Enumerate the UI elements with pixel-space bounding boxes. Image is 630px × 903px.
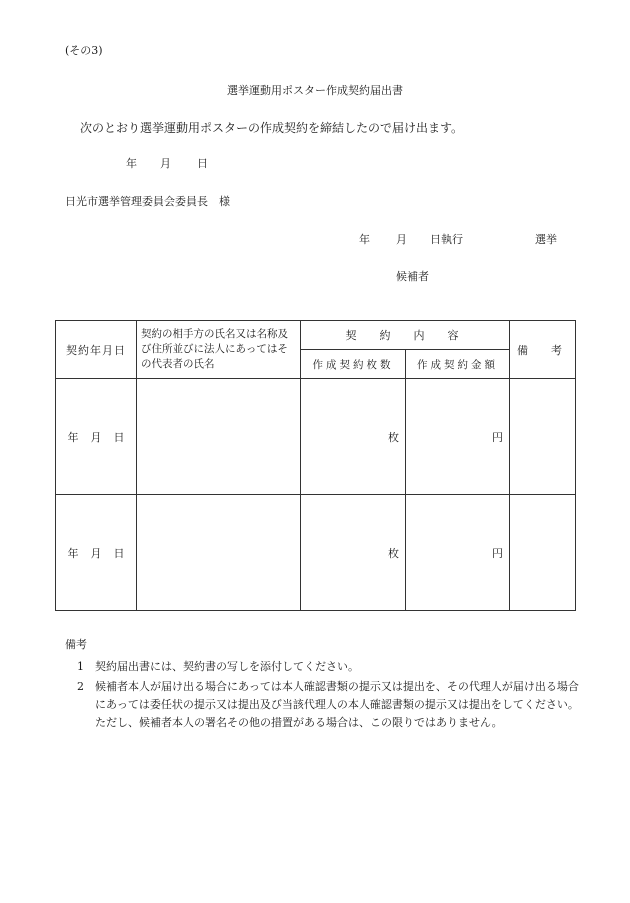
contract-date-cell[interactable]	[56, 495, 137, 611]
header-contract-content: 契 約 内 容	[301, 321, 510, 350]
header-contract-date: 契約年月日	[56, 321, 137, 379]
contract-count-cell[interactable]	[301, 379, 406, 495]
remarks-cell[interactable]	[510, 495, 576, 611]
candidate-label: 候補者	[396, 270, 429, 283]
table-row	[56, 379, 576, 495]
election-month: 月	[396, 233, 407, 246]
contract-date-cell[interactable]	[56, 379, 137, 495]
header-contract-party: 契約の相手方の氏名又は名称及び住所並びに法人にあってはその代表者の氏名	[137, 321, 301, 379]
note-text: 契約届出書には、契約書の写しを添付してください。	[95, 660, 359, 673]
row-year: 年	[67, 546, 79, 560]
note-text: 候補者本人が届け出る場合にあっては本人確認書類の提示又は提出を、その代理人が届け出る場合にあっては委任状の提示又は提出及び当該代理人の本人確認書類の提示又は提出をしてください。ただし、候補者本人の署名その他の措置がある場合は、この限りではありません。	[95, 680, 579, 729]
remarks-cell[interactable]	[510, 379, 576, 495]
document-title: 選挙運動用ポスター作成契約届出書	[227, 84, 403, 97]
submission-date-month: 月	[160, 157, 171, 170]
contract-party-cell[interactable]	[137, 495, 301, 611]
intro-text: 次のとおり選挙運動用ポスターの作成契約を締結したので届け出ます。	[80, 121, 464, 135]
contract-table	[55, 320, 576, 611]
note-number: 2	[77, 680, 84, 693]
notes-title: 備考	[65, 638, 87, 651]
count-unit: 枚	[388, 546, 399, 560]
row-month: 月	[90, 546, 102, 560]
count-unit: 枚	[388, 430, 399, 444]
election-label: 選挙	[535, 233, 557, 246]
election-year: 年	[359, 233, 370, 246]
header-contract-count: 作成契約枚数	[301, 350, 406, 379]
row-month: 月	[90, 430, 102, 444]
form-number: (その3)	[65, 44, 103, 57]
row-day: 日	[113, 546, 125, 560]
amount-unit: 円	[492, 430, 503, 444]
header-remarks: 備 考	[510, 321, 576, 379]
election-held-day: 日執行	[430, 233, 463, 246]
header-contract-amount: 作成契約金額	[406, 350, 510, 379]
note-item	[65, 658, 585, 676]
addressee: 日光市選挙管理委員会委員長 様	[65, 195, 230, 208]
note-number: 1	[77, 660, 84, 673]
contract-party-cell[interactable]	[137, 379, 301, 495]
contract-amount-cell[interactable]	[406, 379, 510, 495]
amount-unit: 円	[492, 546, 503, 560]
row-year: 年	[67, 430, 79, 444]
table-row	[56, 495, 576, 611]
submission-date-day: 日	[197, 157, 208, 170]
row-day: 日	[113, 430, 125, 444]
submission-date-year: 年	[126, 157, 137, 170]
note-item	[65, 678, 585, 732]
notes-section	[65, 636, 585, 732]
contract-amount-cell[interactable]	[406, 495, 510, 611]
contract-count-cell[interactable]	[301, 495, 406, 611]
